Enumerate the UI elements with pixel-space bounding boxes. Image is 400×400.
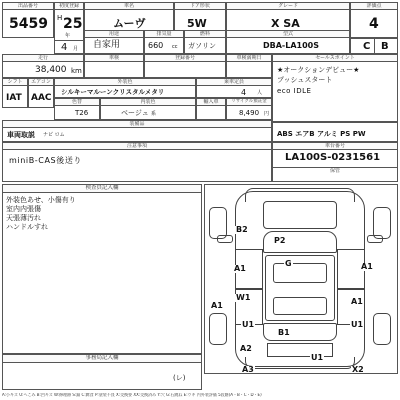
shift-cell — [2, 78, 28, 108]
selling-points-label: セールスポイント — [315, 55, 355, 61]
hood-panel — [263, 201, 337, 229]
reg-number-label: 登録番号 — [174, 55, 195, 61]
rear-seats — [273, 297, 327, 315]
inspector-note-1: 外装色あせ、小傷有り — [6, 196, 76, 204]
fuel-value: ガソリン — [188, 42, 216, 50]
import-label: 輸入車 — [203, 99, 219, 105]
damage-mark-b2: B2 — [236, 225, 248, 234]
month-value: 4 — [61, 42, 68, 53]
inspection-cell — [84, 54, 144, 78]
capacity-cell — [196, 78, 272, 98]
damage-mark-g: G — [285, 259, 292, 268]
mileage-label: 走行 — [37, 55, 48, 61]
aircon-label: エアコン — [31, 79, 51, 85]
damage-mark-p2: P2 — [274, 236, 286, 245]
equipment-cell — [2, 120, 272, 142]
equipment-value: 車両取説 — [7, 131, 35, 139]
exterior-grade: C — [363, 41, 371, 52]
rear-right-wheel — [373, 313, 391, 345]
exterior-color-label: 外装色 — [117, 79, 133, 85]
chassis-label: 車台番号 — [324, 143, 345, 149]
year-cell — [54, 2, 84, 54]
options-value: ABS エアB アルミ PS PW — [277, 130, 366, 138]
grade-value: X SA — [271, 17, 300, 30]
inspector-label: 検査員記入欄 — [85, 185, 119, 191]
score-label: 評価点 — [366, 3, 382, 9]
reg-period-cell — [226, 54, 272, 78]
condition-cell — [350, 38, 398, 54]
exterior-color-value: シルキーマルーンクリスタルメタリ — [61, 88, 165, 96]
year-suffix: 年 — [65, 33, 71, 39]
rear-bumper — [245, 357, 355, 369]
damage-mark-u1-right: U1 — [351, 320, 364, 329]
location-label: 保管 — [329, 168, 340, 174]
cc-unit: cc — [172, 44, 178, 50]
lot-label: 出品番号 — [17, 3, 38, 9]
damage-mark-a1-left-front: A1 — [234, 264, 246, 273]
damage-mark-w1: W1 — [236, 293, 251, 302]
rear-left-wheel — [209, 313, 227, 345]
chassis-value: LA100S-0231561 — [285, 152, 381, 163]
color-no-label: 色替 — [71, 99, 82, 105]
grade-label: グレード — [277, 3, 298, 9]
year-value: 25 — [63, 16, 83, 32]
shift-value: IAT — [6, 93, 22, 103]
displacement-label: 排気量 — [156, 31, 172, 37]
mileage-cell — [2, 54, 84, 78]
equipment-label: 装備品 — [129, 121, 145, 127]
interior-color-suffix: 系 — [151, 111, 157, 117]
reg-period-label: 車検満期日 — [236, 55, 262, 61]
score-value: 4 — [369, 16, 379, 32]
aircon-cell — [28, 78, 54, 108]
fuel-cell — [184, 30, 226, 54]
office-label: 事務局記入欄 — [85, 355, 119, 361]
notes-text: miniB-CAS後送り — [9, 156, 83, 165]
inspector-box — [2, 184, 202, 354]
interior-color-label: 内装色 — [140, 99, 156, 105]
score-cell — [350, 2, 398, 38]
chassis-box — [272, 142, 398, 182]
interior-color-cell — [100, 98, 196, 120]
year-label: 初度登録 — [58, 3, 79, 9]
recycle-amount: 8,490 — [239, 109, 260, 117]
exterior-color-cell — [54, 78, 196, 98]
interior-color-value: ベージュ — [121, 109, 149, 117]
color-no-value: T26 — [75, 109, 89, 117]
legend-footnote: A:小キズ U:へこみ B:凹キズ W:修理跡 S:錆 C:腐食 P:塗装不良 X:交換要 XX:交換済み Y:穴 G:石跳ね E:ウキ 内外装評価 5段階(A・B・C・D・E) — [2, 393, 262, 397]
front-left-wheel — [209, 207, 227, 239]
mileage-unit: km — [71, 67, 82, 75]
color-no-cell — [54, 98, 100, 120]
import-cell — [196, 98, 226, 120]
interior-grade: B — [381, 41, 389, 52]
doors-label: ドア形状 — [190, 3, 210, 9]
options-cell — [272, 122, 398, 142]
damage-mark-u1-bottom: U1 — [311, 353, 324, 362]
inspector-note-2: 室内内張傷 — [6, 205, 41, 213]
use-label: 用途 — [108, 31, 119, 37]
aircon-value: AAC — [31, 93, 52, 103]
model-label: 型式 — [282, 31, 293, 37]
lot-cell — [2, 2, 54, 38]
selling-point-2: プッシュスタート — [277, 76, 333, 84]
displacement-value: 660 — [148, 41, 164, 50]
use-cell — [84, 30, 144, 54]
recycle-cell — [226, 98, 272, 120]
era-label: H — [57, 14, 63, 22]
damage-mark-a1-right-front: A1 — [361, 262, 373, 271]
car-name-label: 車名 — [123, 3, 134, 9]
damage-mark-b1: B1 — [278, 328, 290, 337]
selling-point-1: ★オークションデビュー★ — [277, 66, 360, 74]
front-right-wheel — [373, 207, 391, 239]
rear-window — [263, 323, 337, 341]
damage-mark-a2: A2 — [240, 344, 252, 353]
damage-mark-u1-left: U1 — [242, 320, 255, 329]
office-stamp: (レ) — [173, 374, 186, 382]
reg-number-cell — [144, 54, 226, 78]
damage-mark-a1-left-rear: A1 — [211, 301, 223, 310]
capacity-label: 乗車定員 — [223, 79, 244, 85]
model-value: DBA-LA100S — [263, 41, 319, 50]
capacity-unit: 人 — [257, 90, 263, 96]
fuel-label: 燃料 — [199, 31, 210, 37]
model-cell — [226, 30, 350, 54]
notes-box — [2, 142, 272, 182]
car-diagram — [204, 184, 398, 374]
recycle-unit: 円 — [264, 111, 270, 117]
office-box — [2, 354, 202, 390]
selling-point-3: eco IDLE — [277, 87, 312, 95]
recycle-label: リサイクル預託金 — [231, 99, 267, 104]
front-bumper — [245, 188, 355, 202]
damage-mark-a1-mid: A1 — [351, 297, 363, 306]
displacement-cell — [144, 30, 184, 54]
selling-points-box — [272, 54, 398, 122]
equipment-value-2: ナビ ロム — [43, 132, 65, 138]
damage-mark-a3: A3 — [242, 365, 254, 374]
front-seats — [273, 263, 327, 283]
lot-number: 5459 — [9, 16, 48, 32]
capacity-value: 4 — [241, 88, 247, 97]
damage-mark-x2: X2 — [352, 365, 364, 374]
use-value: 自家用 — [93, 40, 121, 50]
doors-value: 5W — [187, 17, 207, 30]
car-name: ムーヴ — [113, 17, 146, 30]
inspector-note-3: 天張薄汚れ — [6, 214, 41, 222]
month-suffix: 月 — [73, 46, 79, 52]
mileage-value: 38,400 — [35, 65, 67, 75]
inspection-label: 車検 — [108, 55, 119, 61]
notes-label: 注意事項 — [126, 143, 147, 149]
shift-label: シフト — [7, 79, 23, 85]
inspector-note-4: ハンドルすれ — [6, 223, 48, 231]
